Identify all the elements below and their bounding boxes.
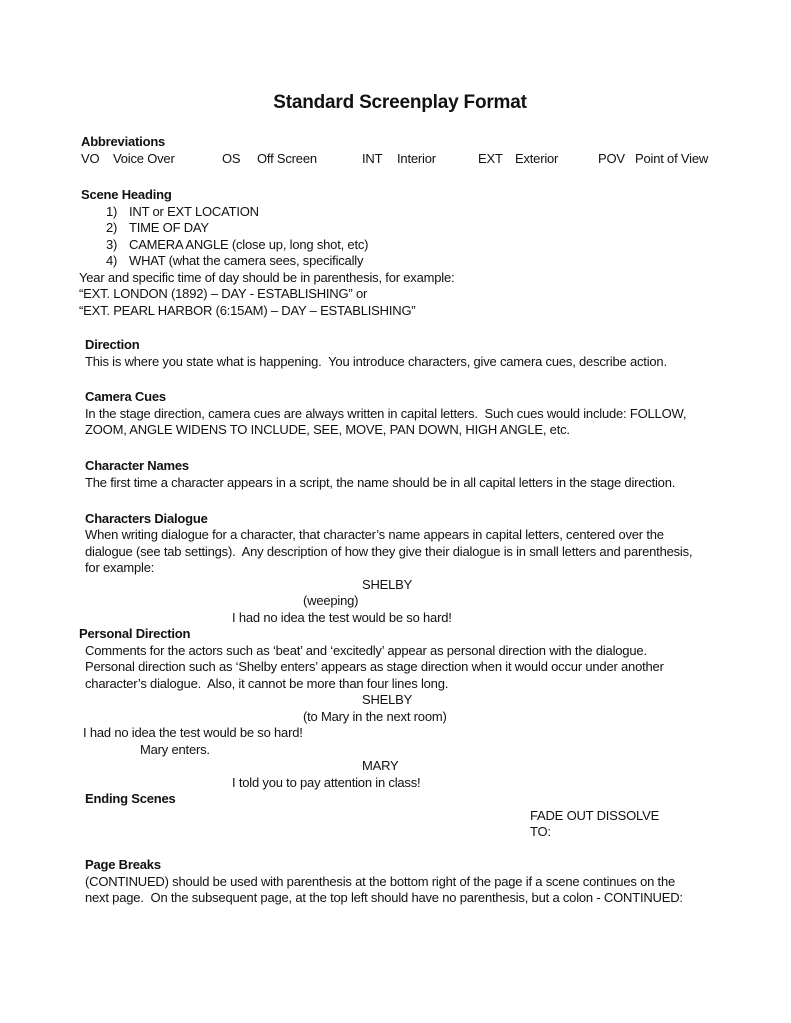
list-marker: 2) — [106, 220, 118, 235]
section-personal-direction — [79, 626, 791, 791]
transition-line: TO: — [530, 824, 551, 839]
script-character-name: SHELBY — [362, 692, 413, 707]
scene-heading-note: Year and specific time of day should be in parenthesis, for example: — [79, 269, 455, 285]
camera-cues-body-line: In the stage direction, camera cues are always written in capital letters. Such cues would include: FOLLOW, — [85, 405, 687, 421]
scene-heading-item-1 — [81, 204, 791, 221]
abbr-term-off-screen: Off Screen — [257, 150, 317, 166]
direction-body-line: This is where you state what is happening. You introduce characters, give camera cues, describe action. — [85, 353, 667, 369]
script-character-name: SHELBY — [362, 576, 413, 592]
personal-direction-body-line: character’s dialogue. Also, it cannot be more than four lines long. — [85, 675, 449, 691]
page-breaks-body-line: next page. On the subsequent page, at the top left should have no parenthesis, but a colon - CONTINUED: — [85, 890, 683, 905]
abbr-ext: EXT — [478, 150, 503, 166]
character-names-body-line: The first time a character appears in a script, the name should be in all capital letters in the stage direction. — [85, 474, 676, 490]
list-item-text: WHAT (what the camera sees, specifically — [129, 253, 364, 268]
document-title: Standard Screenplay Format — [273, 92, 527, 113]
scene-heading-item-3 — [81, 237, 791, 254]
scene-heading-example-1: “EXT. LONDON (1892) – DAY - ESTABLISHING” or — [79, 286, 368, 301]
list-marker: 1) — [106, 203, 118, 219]
abbr-pov: POV — [598, 150, 625, 166]
personal-direction-body-line: Comments for the actors such as ‘beat’ and ‘excitedly’ appear as personal direction with the dialogue. — [85, 642, 647, 658]
list-item-text: TIME OF DAY — [129, 220, 209, 235]
script-dialogue-line: I had no idea the test would be so hard! — [83, 725, 303, 740]
characters-dialogue-heading: Characters Dialogue — [85, 510, 208, 526]
section-page-breaks — [85, 857, 791, 907]
characters-dialogue-body-line: When writing dialogue for a character, that character’s name appears in capital letters, centered over the — [85, 527, 664, 542]
personal-direction-body-line: Personal direction such as ‘Shelby enters’ appears as stage direction when it would occur under another — [85, 659, 664, 674]
section-character-names — [85, 458, 791, 491]
abbr-int: INT — [362, 150, 383, 166]
character-names-heading: Character Names — [85, 458, 189, 473]
section-scene-heading — [81, 187, 791, 319]
direction-heading: Direction — [85, 337, 140, 352]
script-dialogue-line: I had no idea the test would be so hard! — [232, 609, 452, 625]
list-marker: 4) — [106, 253, 118, 268]
section-direction — [85, 337, 791, 370]
personal-direction-heading: Personal Direction — [79, 626, 191, 641]
abbr-term-exterior: Exterior — [515, 150, 559, 166]
page-breaks-heading: Page Breaks — [85, 857, 161, 872]
script-stage-direction: Mary enters. — [140, 741, 210, 757]
abbr-os: OS — [222, 150, 241, 166]
abbreviations-heading: Abbreviations — [81, 134, 166, 149]
scene-heading-item-2 — [81, 220, 791, 237]
abbr-vo: VO — [81, 150, 100, 166]
list-marker: 3) — [106, 236, 118, 252]
section-characters-dialogue — [85, 511, 791, 627]
abbr-term-point-of-view: Point of View — [635, 150, 709, 166]
characters-dialogue-body-line: dialogue (see tab settings). Any description of how they give their dialogue is in small letters and parenthesis, — [85, 543, 693, 559]
script-character-name: MARY — [362, 758, 399, 773]
page-breaks-body-line: (CONTINUED) should be used with parenthesis at the bottom right of the page if a scene continues on the — [85, 873, 676, 889]
scene-heading-example-2: “EXT. PEARL HARBOR (6:15AM) – DAY – ESTABLISHING” — [79, 302, 416, 318]
section-camera-cues — [85, 389, 791, 439]
list-item-text: CAMERA ANGLE (close up, long shot, etc) — [129, 236, 369, 252]
camera-cues-body-line: ZOOM, ANGLE WIDENS TO INCLUDE, SEE, MOVE, PAN DOWN, HIGH ANGLE, etc. — [85, 422, 570, 437]
script-parenthetical: (to Mary in the next room) — [303, 708, 447, 724]
scene-heading-item-4 — [81, 253, 791, 270]
transition-line: FADE OUT DISSOLVE — [530, 807, 660, 823]
abbr-term-interior: Interior — [397, 150, 436, 166]
script-dialogue-line: I told you to pay attention in class! — [232, 774, 421, 790]
camera-cues-heading: Camera Cues — [85, 389, 166, 404]
list-item-text: INT or EXT LOCATION — [129, 203, 259, 219]
abbreviations-row — [81, 151, 791, 168]
section-ending-scenes — [85, 791, 791, 841]
characters-dialogue-body-line: for example: — [85, 560, 155, 575]
ending-scenes-heading: Ending Scenes — [85, 791, 176, 806]
script-parenthetical: (weeping) — [303, 593, 359, 608]
scene-heading-heading: Scene Heading — [81, 187, 172, 202]
section-abbreviations — [81, 134, 791, 167]
abbr-term-voice-over: Voice Over — [113, 150, 175, 166]
